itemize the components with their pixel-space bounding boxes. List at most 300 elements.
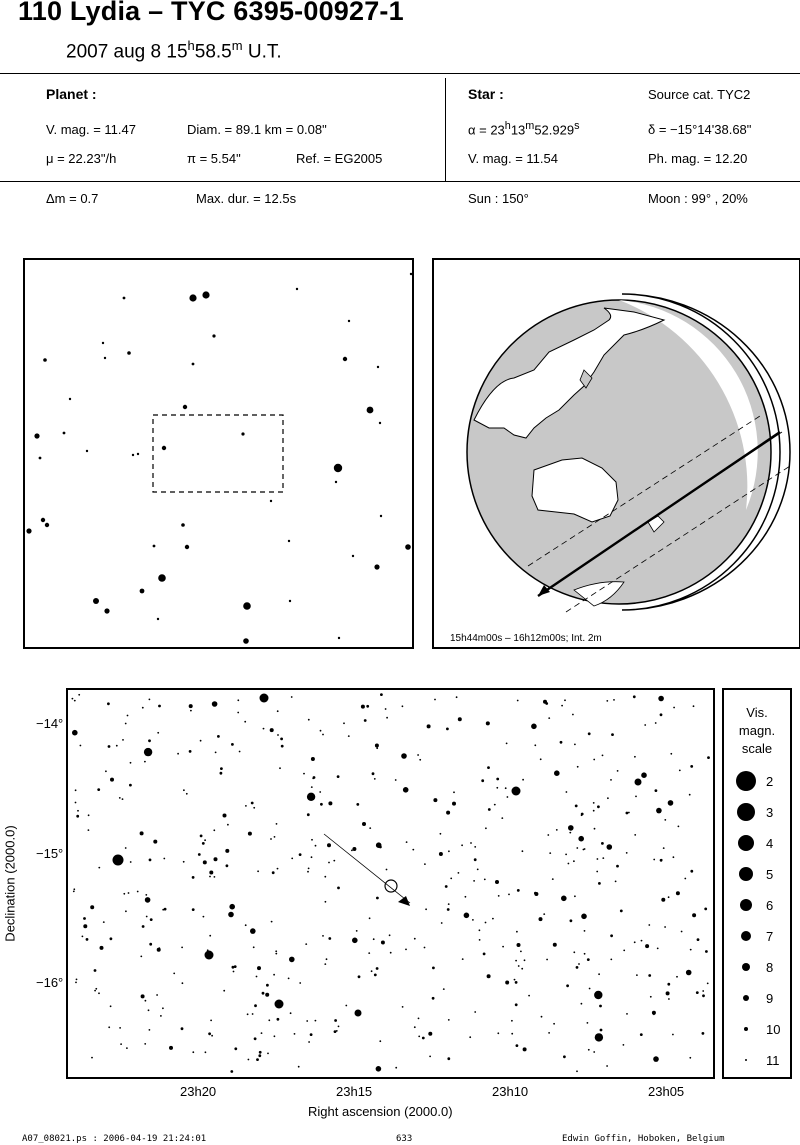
star-dot (707, 756, 710, 759)
star-dot (496, 778, 499, 781)
scale-label-mag-4: 4 (766, 836, 774, 851)
star-dot (250, 928, 256, 934)
star-dot (660, 713, 663, 716)
star-dot (108, 745, 111, 748)
star-dot (565, 854, 567, 856)
star-dot (564, 699, 566, 701)
star-dot (606, 1065, 608, 1067)
max-duration: Max. dur. = 12.5s (196, 191, 297, 206)
star-dot (501, 817, 503, 819)
scale-label-mag-11: 11 (766, 1053, 780, 1068)
star-dot (386, 869, 388, 871)
star-dot (549, 852, 551, 854)
star-dot (308, 1041, 310, 1043)
star-dot (481, 779, 484, 782)
star-dot (446, 728, 449, 731)
star-dot (395, 1067, 397, 1069)
ra-hours: α = 23 (468, 122, 505, 138)
star-dot (470, 842, 472, 844)
star-dot (352, 555, 354, 557)
ra-minute-unit: m (525, 120, 535, 132)
scale-label-mag-10: 10 (766, 1022, 781, 1037)
star-dot (377, 366, 379, 368)
star-dot (305, 943, 307, 945)
scale-title-line: scale (741, 741, 773, 756)
star-dot (653, 859, 655, 861)
star-dot (237, 699, 239, 701)
star-dot (83, 917, 86, 920)
star-dot (149, 699, 151, 701)
bright-star-dot (113, 855, 124, 866)
star-dot (140, 589, 145, 594)
star-dot (534, 892, 538, 896)
star-dot (469, 1036, 471, 1038)
moon-info: Moon : 99° , 20% (648, 191, 748, 206)
bright-star-dot (275, 1000, 284, 1009)
star-dot (234, 965, 237, 968)
star-dot (578, 836, 584, 842)
star-dot (256, 976, 258, 978)
scale-label-mag-9: 9 (766, 991, 774, 1006)
star-dot (655, 789, 658, 792)
star-dot (648, 924, 650, 926)
star-dot (265, 993, 269, 997)
star-dot (552, 878, 554, 880)
star-dot (626, 812, 629, 815)
star-dot (505, 981, 509, 985)
star-dot (164, 908, 167, 911)
star-dot (149, 1029, 151, 1031)
star-dot (447, 908, 450, 911)
star-dot (328, 862, 330, 864)
star-dot (204, 839, 206, 841)
star-dot (547, 834, 549, 836)
star-dot (279, 767, 281, 769)
star-dot (248, 832, 252, 836)
star-dot (690, 949, 692, 951)
scale-dot-mag-8 (742, 963, 750, 971)
star-dot (270, 838, 272, 840)
star-dot (593, 1051, 595, 1053)
star-dot (518, 965, 520, 967)
star-dot (458, 872, 460, 874)
star-dot (587, 1022, 589, 1024)
star-dot (428, 1032, 432, 1036)
star-dot (628, 812, 630, 814)
star-dot (528, 995, 530, 997)
star-dot (369, 917, 371, 919)
star-dot (678, 826, 680, 828)
star-dot (94, 990, 96, 992)
star-dot (487, 974, 491, 978)
star-dot (600, 1029, 603, 1032)
star-vmag: V. mag. = 11.54 (468, 151, 558, 166)
finder-stars (26, 273, 412, 644)
star-dot (343, 722, 345, 724)
star-dot (635, 796, 637, 798)
star-dot (477, 869, 479, 871)
star-dot (271, 921, 273, 923)
star-dot (162, 909, 164, 911)
star-dot (376, 897, 379, 900)
star-dot (657, 948, 659, 950)
star-dot (610, 959, 612, 961)
star-dot (593, 810, 595, 812)
star-dot (261, 1032, 263, 1034)
star-dot (63, 432, 66, 435)
star-dot (517, 889, 520, 892)
star-dot (181, 1027, 184, 1030)
scale-dot-mag-9 (743, 995, 749, 1001)
star-dot (356, 803, 359, 806)
star-dot (327, 843, 331, 847)
star-dot (374, 778, 376, 780)
star-dot (601, 842, 604, 845)
star-dot (296, 288, 298, 290)
star-dot (531, 724, 537, 730)
star-dot (543, 913, 545, 915)
star-dot (128, 892, 130, 894)
planet-diameter: Diam. = 89.1 km = 0.08" (187, 122, 327, 137)
star-dot (395, 779, 397, 781)
star-dot (126, 1047, 128, 1049)
star-dot (104, 357, 106, 359)
star-dot (575, 805, 578, 808)
star-dot (362, 822, 366, 826)
star-dot (189, 294, 196, 301)
star-dot (211, 1035, 213, 1037)
star-dot (704, 908, 707, 911)
star-dot (276, 823, 278, 825)
star-dot (598, 973, 600, 975)
star-dot (672, 1034, 674, 1036)
star-dot (183, 789, 185, 791)
star-dot (217, 735, 220, 738)
star-dot (448, 850, 450, 852)
star-dot (158, 947, 160, 949)
star-dot (334, 1019, 337, 1022)
star-dot (156, 994, 158, 996)
star-dot (506, 743, 508, 745)
star-dot (94, 969, 97, 972)
star-dot (130, 762, 132, 764)
star-dot (661, 898, 665, 902)
star-dot (337, 775, 340, 778)
star-dot (497, 1032, 499, 1034)
star-dot (352, 847, 356, 851)
finder-field-box (153, 415, 283, 492)
star-dot (173, 973, 175, 975)
star-dot (689, 794, 691, 796)
star-dot (157, 618, 159, 620)
star-dot (277, 734, 279, 736)
star-dot (448, 1019, 450, 1021)
star-dot (153, 545, 156, 548)
star-dot (192, 1051, 194, 1053)
y-tick-1: −15° (36, 846, 64, 861)
star-dot (254, 1037, 257, 1040)
star-dot (110, 1005, 112, 1007)
star-dot (104, 608, 109, 613)
star-dot (348, 320, 350, 322)
star-dot (277, 1018, 280, 1021)
star-dot (294, 1033, 296, 1035)
page-title: 110 Lydia – TYC 6395-00927-1 (18, 0, 404, 26)
star-dot (593, 802, 595, 804)
star-dot (311, 839, 313, 841)
star-dot (144, 748, 152, 756)
star-dot (522, 779, 524, 781)
star-dot (214, 857, 218, 861)
star-dot (86, 938, 89, 941)
star-dot (214, 876, 216, 878)
star-dot (589, 988, 591, 990)
star-dot (445, 885, 448, 888)
star-dot (693, 705, 695, 707)
star-dot (162, 446, 166, 450)
star-dot (380, 693, 383, 696)
scale-dot-mag-11 (745, 1059, 747, 1061)
star-dot (401, 753, 407, 759)
star-dot (241, 432, 244, 435)
star-dot (72, 698, 74, 700)
star-dot (414, 938, 416, 940)
star-dot (103, 921, 105, 923)
star-dot (358, 975, 361, 978)
star-dot (633, 695, 636, 698)
star-dot (169, 1046, 173, 1050)
star-dot (88, 814, 90, 816)
star-dot (91, 1057, 93, 1059)
star-dot (374, 974, 377, 977)
star-dot (422, 1037, 425, 1040)
star-dot (192, 363, 195, 366)
star-dot (102, 342, 104, 344)
star-dot (181, 523, 185, 527)
star-dot (405, 949, 407, 951)
star-dot (289, 957, 295, 963)
star-dot (641, 940, 643, 942)
star-dot (356, 930, 358, 932)
footer-file: A07_08021.ps : 2006-04-19 21:24:01 (22, 1134, 207, 1144)
star-dot (76, 815, 79, 818)
star-dot (432, 997, 435, 1000)
star-dot (141, 994, 145, 998)
star-dot (516, 1044, 519, 1047)
star-dot (202, 842, 205, 845)
ra-second-unit: s (574, 120, 580, 132)
bright-star-dot (355, 1010, 362, 1017)
star-dot (322, 935, 324, 937)
star-dot (119, 1027, 121, 1029)
star-dot (484, 879, 486, 881)
star-dot (452, 802, 456, 806)
star-dot (690, 870, 693, 873)
star-dot (502, 946, 504, 948)
star-dot (290, 1012, 292, 1014)
star-dot (123, 893, 125, 895)
star-dot (576, 1070, 578, 1072)
bright-star-dot (260, 694, 269, 703)
star-dot (607, 797, 609, 799)
star-dot (153, 840, 157, 844)
star-dot (267, 1053, 269, 1055)
star-dot (291, 696, 293, 698)
magnitude-scale-dots (724, 690, 790, 1077)
star-dot (379, 1068, 381, 1070)
star-dot (244, 721, 246, 723)
star-dot (368, 952, 370, 954)
star-dot (425, 908, 427, 910)
star-dot (664, 926, 666, 928)
star-dot (374, 564, 379, 569)
star-dot (189, 750, 192, 753)
star-dot (348, 735, 350, 737)
star-dot (634, 834, 636, 836)
star-dot (145, 897, 151, 903)
star-dot (473, 880, 475, 882)
star-dot (508, 894, 510, 896)
event-hour-unit: h (187, 38, 195, 53)
star-dot (130, 861, 132, 863)
star-dot (209, 871, 213, 875)
star-dot (686, 970, 692, 976)
star-dot (78, 694, 80, 696)
x-axis-label: Right ascension (2000.0) (308, 1104, 453, 1119)
star-dot (563, 1055, 566, 1058)
star-dot (566, 984, 569, 987)
star-dot (602, 755, 604, 757)
star-dot (371, 970, 373, 972)
star-dot (298, 1066, 300, 1068)
star-dot (308, 868, 310, 870)
star-dot (299, 853, 302, 856)
star-dot (328, 937, 331, 940)
star-dot (233, 971, 235, 973)
star-dot (515, 1003, 518, 1006)
star-dot (183, 861, 185, 863)
star-dot (566, 791, 568, 793)
star-dot (524, 959, 526, 961)
star-dot (226, 864, 229, 867)
star-dot (443, 988, 445, 990)
star-dot (107, 702, 110, 705)
star-dot (110, 778, 114, 782)
star-dot (648, 974, 651, 977)
star-dot (483, 953, 486, 956)
star-dot (515, 981, 518, 984)
star-dot (607, 844, 613, 850)
star-dot (163, 858, 165, 860)
star-dot (587, 958, 590, 961)
star-dot (626, 1013, 628, 1015)
star-dot (599, 1005, 602, 1008)
star-dot (588, 732, 591, 735)
star-dot (361, 705, 365, 709)
star-dot (160, 1015, 162, 1017)
info-mid-rule (0, 181, 800, 182)
star-dot (517, 700, 519, 702)
star-dot (311, 757, 315, 761)
finder-chart-panel (23, 258, 414, 649)
star-dot (461, 844, 463, 846)
star-dot (705, 950, 708, 953)
star-dot (464, 913, 470, 919)
star-dot (433, 798, 437, 802)
star-dot (668, 800, 674, 806)
star-dot (274, 1035, 276, 1037)
event-utc: U.T. (242, 41, 282, 63)
star-dot (333, 860, 335, 862)
star-dot (200, 835, 203, 838)
bright-star-dot (512, 787, 521, 796)
star-dot (45, 523, 49, 527)
star-dot (523, 1047, 527, 1051)
star-dot (248, 1059, 250, 1061)
scale-dot-mag-7 (741, 931, 751, 941)
star-dot (681, 931, 683, 933)
star-dot (273, 974, 275, 976)
star-dot (243, 602, 251, 610)
star-dot (230, 1070, 233, 1073)
star-dot (419, 759, 421, 761)
star-dot (496, 787, 498, 789)
star-dot (418, 1018, 420, 1020)
star-dot (462, 958, 464, 960)
star-dot (326, 958, 328, 960)
star-dot (534, 744, 536, 746)
star-dot (620, 910, 623, 913)
star-dot (516, 931, 518, 933)
star-dot (338, 1026, 340, 1028)
star-dot (252, 1013, 254, 1015)
star-dot (375, 744, 379, 748)
star-dot (379, 1040, 381, 1042)
star-dot (337, 887, 340, 890)
star-dot (245, 805, 247, 807)
scale-label-mag-3: 3 (766, 805, 774, 820)
star-dot (310, 1033, 313, 1036)
star-dot (577, 766, 579, 768)
star-dot (606, 700, 608, 702)
star-dot (498, 895, 500, 897)
star-dot (414, 1026, 416, 1028)
star-dot (492, 918, 494, 920)
star-dot (189, 704, 193, 708)
star-dot (80, 745, 82, 747)
star-dot (366, 705, 369, 708)
star-dot (145, 894, 147, 896)
star-dot (144, 761, 146, 763)
star-dot (611, 733, 614, 736)
star-dot (650, 996, 652, 998)
star-dot (655, 722, 657, 724)
star-dot (494, 804, 496, 806)
star-dot (405, 544, 411, 550)
star-dot (254, 1004, 257, 1007)
star-dot (142, 707, 144, 709)
star-dot (472, 919, 474, 921)
star-dot (213, 829, 215, 831)
star-dot (520, 951, 522, 953)
star-dot (299, 982, 301, 984)
star-dot (307, 813, 310, 816)
star-dot (402, 705, 404, 707)
star-dot (572, 714, 574, 716)
star-dot (402, 1006, 404, 1008)
star-dot (127, 351, 131, 355)
bright-star-dot (635, 779, 642, 786)
